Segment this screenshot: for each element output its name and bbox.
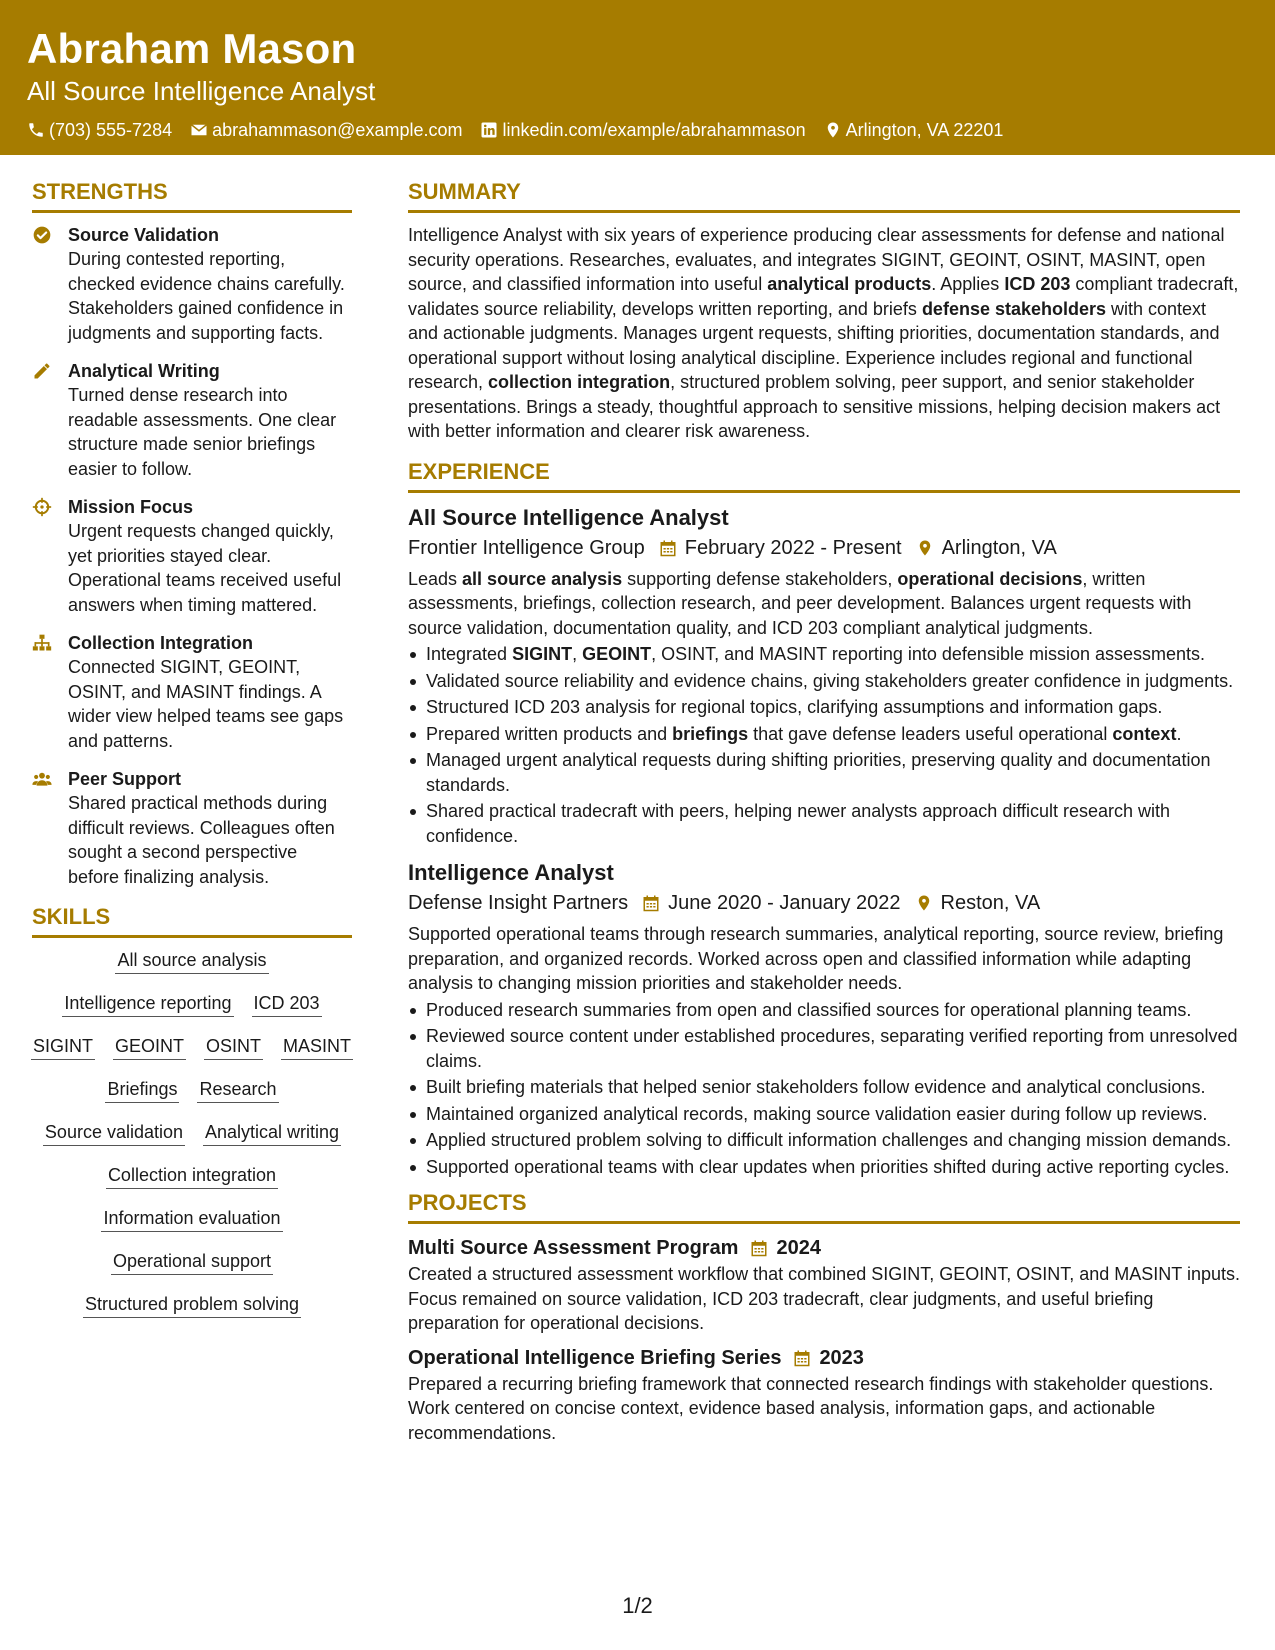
- project-description: Prepared a recurring briefing framework that connected research findings with stakeholder questions. Work centered on concise context, evidence based analysis, information gaps, and actionable recommendations.: [408, 1373, 1214, 1443]
- strength-desc: Urgent requests changed quickly, yet priorities stayed clear. Operational teams received useful answers when timing mattered.: [68, 521, 342, 615]
- strength-title: Source Validation: [68, 225, 220, 245]
- contact-location: [824, 118, 1004, 142]
- strength-title: Collection Integration: [68, 633, 254, 653]
- summary-text: Intelligence Analyst with six years of experience producing clear assessments for defense and national security operations. Researches, evaluates, and integrates SIGINT, GEOINT, OSINT, MASINT, open source, and classified information into useful analytical products. Applies ICD 203 compliant tradecraft, validates source reliability, develops written reporting, and briefs defense stakeholders with context and actionable judgments. Manages urgent requests, shifting priorities, documentation standards, and operational support without losing analytical discipline. Experience includes regional and functional research, collection integration, structured problem solving, peer support, and senior stakeholder presentations. Brings a steady, thoughtful approach to sensitive missions, helping decision makers act with better information and clearer risk awareness.: [408, 225, 1239, 441]
- right-column: [408, 178, 1240, 1453]
- contact-email[interactable]: [190, 118, 462, 142]
- contact-linkedin[interactable]: [480, 118, 805, 142]
- contact-row: [27, 118, 1275, 142]
- projects-heading: PROJECTS: [408, 1189, 1240, 1224]
- skill-tag: MASINT: [281, 1034, 353, 1060]
- project-header: [408, 1344, 1240, 1372]
- skill-tag: Briefings: [105, 1077, 179, 1103]
- sitemap-icon: [32, 633, 52, 653]
- job-bullets: [408, 642, 1240, 848]
- job-description: Leads all source analysis supporting defense stakeholders, operational decisions, written assessments, briefings, collection research, and peer development. Balances urgent requests with source validation, documentation quality, and ICD 203 compliant analytical judgments.: [408, 568, 1192, 638]
- calendar-icon: [659, 539, 677, 557]
- candidate-title: All Source Intelligence Analyst: [27, 76, 376, 106]
- left-column: [32, 178, 352, 1335]
- job-meta: [408, 888, 1240, 918]
- skill-tag: All source analysis: [115, 948, 268, 974]
- bullet-item: Managed urgent analytical requests during shifting priorities, preserving quality and documentation standards.: [408, 748, 1240, 797]
- skill-tag: GEOINT: [113, 1034, 186, 1060]
- resume-header: [0, 0, 1275, 155]
- strength-desc: Connected SIGINT, GEOINT, OSINT, and MASINT findings. A wider view helped teams see gaps and patterns.: [68, 657, 344, 751]
- strength-item: [32, 631, 352, 753]
- strength-title: Peer Support: [68, 769, 182, 789]
- phone-icon: [27, 121, 45, 139]
- project-header: [408, 1234, 1240, 1262]
- skill-tag: Source validation: [43, 1120, 185, 1146]
- skill-tag: Structured problem solving: [83, 1292, 301, 1318]
- job-dates: February 2022 - Present: [684, 536, 902, 559]
- crosshair-icon: [32, 497, 52, 517]
- location-text: Arlington, VA 22201: [845, 120, 1004, 140]
- skills-list: [32, 948, 352, 1318]
- linkedin-text: linkedin.com/example/abrahammason: [502, 120, 806, 140]
- email-text: abrahammason@example.com: [212, 120, 463, 140]
- job-location: Reston, VA: [940, 892, 1041, 914]
- page-number: 1/2: [622, 1593, 653, 1618]
- skill-tag: OSINT: [204, 1034, 263, 1060]
- skill-tag: SIGINT: [31, 1034, 95, 1060]
- company-name: Frontier Intelligence Group: [408, 536, 645, 559]
- bullet-item: Structured ICD 203 analysis for regional topics, clarifying assumptions and information gaps.: [408, 695, 1240, 720]
- company-name: Defense Insight Partners: [408, 892, 629, 914]
- project-year: 2023: [819, 1346, 864, 1369]
- candidate-name: Abraham Mason: [27, 25, 357, 72]
- summary-heading: SUMMARY: [408, 178, 1240, 213]
- skill-tag: Operational support: [111, 1249, 273, 1275]
- bullet-item: Supported operational teams with clear updates when priorities shifted during active reporting cycles.: [408, 1155, 1240, 1180]
- map-marker-icon: [915, 894, 933, 912]
- bullet-item: Produced research summaries from open and classified sources for operational planning teams.: [408, 998, 1240, 1023]
- strength-title: Mission Focus: [68, 497, 194, 517]
- map-marker-icon: [916, 539, 934, 557]
- project-description: Created a structured assessment workflow that combined SIGINT, GEOINT, OSINT, and MASINT inputs. Focus remained on source validation, ICD 203 tradecraft, clear judgments, and useful briefing preparation for operational decisions.: [408, 1264, 1240, 1333]
- job-bullets: [408, 998, 1240, 1180]
- bullet-item: Prepared written products and briefings that gave defense leaders useful operational context.: [408, 722, 1240, 747]
- strength-desc: During contested reporting, checked evidence chains carefully. Stakeholders gained confidence in judgments and supporting facts.: [68, 249, 345, 343]
- bullet-item: Built briefing materials that helped senior stakeholders follow evidence and analytical conclusions.: [408, 1075, 1240, 1100]
- job-dates: June 2020 - January 2022: [668, 892, 901, 914]
- bullet-item: Applied structured problem solving to difficult information challenges and changing mission demands.: [408, 1128, 1240, 1153]
- project-title: Operational Intelligence Briefing Series: [408, 1346, 782, 1369]
- skill-tag: Intelligence reporting: [62, 991, 233, 1017]
- strength-item: [32, 495, 352, 617]
- strengths-heading: STRENGTHS: [32, 178, 352, 213]
- experience-heading: EXPERIENCE: [408, 458, 1240, 493]
- bullet-item: Integrated SIGINT, GEOINT, OSINT, and MASINT reporting into defensible mission assessments.: [408, 642, 1240, 667]
- project-title: Multi Source Assessment Program: [408, 1237, 739, 1259]
- envelope-icon: [190, 121, 208, 139]
- calendar-icon: [793, 1349, 811, 1367]
- phone-text: (703) 555-7284: [49, 120, 173, 140]
- strength-desc: Turned dense research into readable assessments. One clear structure made senior briefings easier to follow.: [68, 385, 337, 479]
- strength-desc: Shared practical methods during difficult reviews. Colleagues often sought a second perspective before finalizing analysis.: [68, 793, 335, 887]
- job-meta: [408, 533, 1240, 563]
- skill-tag: Information evaluation: [101, 1206, 282, 1232]
- job-title: All Source Intelligence Analyst: [408, 504, 729, 530]
- strength-title: Analytical Writing: [68, 361, 220, 381]
- calendar-icon: [750, 1239, 768, 1257]
- project-year: 2024: [776, 1237, 821, 1259]
- users-icon: [32, 769, 52, 789]
- bullet-item: Maintained organized analytical records, making source validation easier during follow up reviews.: [408, 1102, 1240, 1127]
- bullet-item: Validated source reliability and evidence chains, giving stakeholders greater confidence in judgments.: [408, 669, 1240, 694]
- strength-item: [32, 767, 352, 889]
- skill-tag: Analytical writing: [203, 1120, 341, 1146]
- contact-phone[interactable]: [27, 118, 172, 142]
- job-description: Supported operational teams through research summaries, analytical reporting, source review, briefing preparation, and organized records. Worked across open and classified information while adapting analysis to changing mission priorities and stakeholder needs.: [408, 924, 1224, 993]
- linkedin-icon: [480, 121, 498, 139]
- skills-heading: SKILLS: [32, 903, 352, 938]
- skill-tag: ICD 203: [252, 991, 322, 1017]
- skill-tag: Research: [197, 1077, 278, 1103]
- map-marker-icon: [824, 121, 842, 139]
- bullet-item: Shared practical tradecraft with peers, helping newer analysts approach difficult research with confidence.: [408, 799, 1240, 848]
- strength-item: [32, 359, 352, 481]
- skill-tag: Collection integration: [106, 1163, 278, 1189]
- job-title: Intelligence Analyst: [408, 860, 614, 885]
- calendar-icon: [642, 894, 660, 912]
- strength-item: [32, 223, 352, 345]
- check-circle-icon: [32, 225, 52, 245]
- bullet-item: Reviewed source content under established procedures, separating verified reporting from unresolved claims.: [408, 1024, 1240, 1073]
- job-location: Arlington, VA: [941, 536, 1057, 559]
- pencil-icon: [32, 361, 52, 381]
